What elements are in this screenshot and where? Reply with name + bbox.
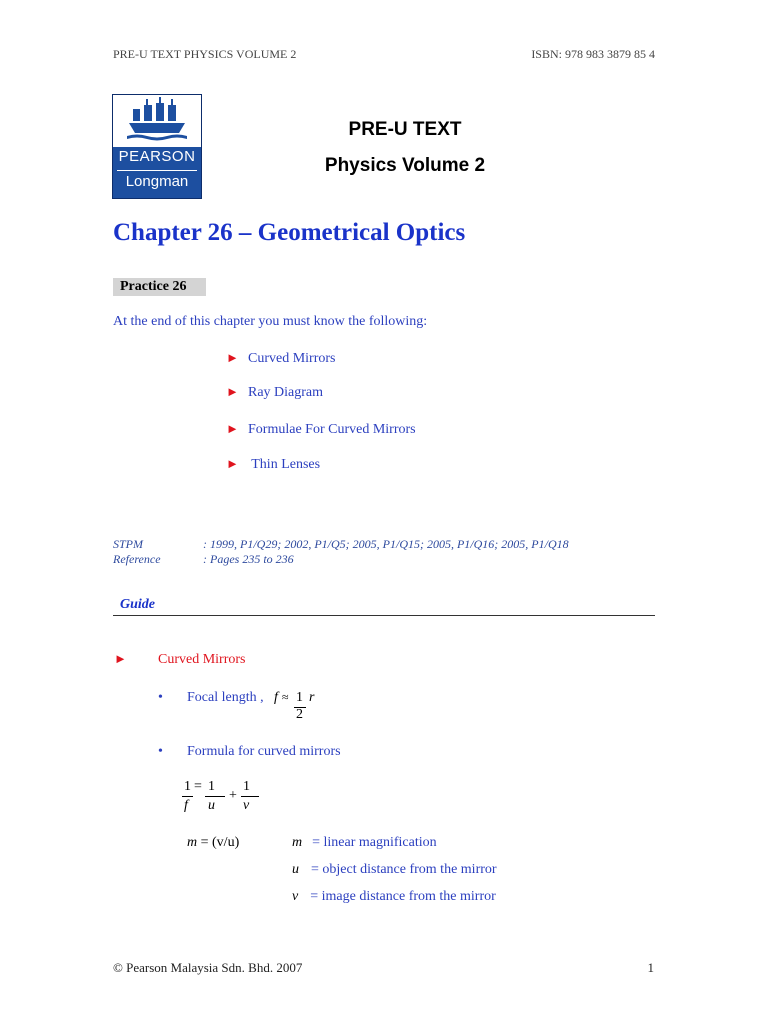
guide-divider (113, 615, 655, 616)
ship-icon (113, 95, 201, 145)
triangle-bullet-icon: ► (226, 350, 239, 365)
topic-item: ► Thin Lenses (226, 456, 321, 472)
magnification-formula: m = (v/u) (187, 835, 240, 850)
practice-label: Practice 26 (113, 278, 206, 296)
triangle-bullet-icon: ► (226, 456, 239, 471)
chapter-title: Chapter 26 – Geometrical Optics (113, 219, 466, 246)
book-subtitle: Physics Volume 2 (324, 155, 486, 176)
dot-bullet-icon: • (158, 744, 163, 759)
stpm-value: : 1999, P1/Q29; 2002, P1/Q5; 2005, P1/Q15; 2005, P1/Q16; 2005, P1/Q18 (203, 537, 569, 551)
dot-bullet-icon: • (158, 690, 163, 705)
definition-row: u = object distance from the mirror (292, 862, 497, 877)
reference-value: : Pages 235 to 236 (203, 552, 294, 566)
definition-row: v = image distance from the mirror (292, 889, 496, 904)
reference-label: Reference (113, 552, 161, 566)
topic-item: ► Ray Diagram (226, 384, 324, 400)
topic-item: ► Curved Mirrors (226, 350, 336, 366)
running-header-isbn: ISBN: 978 983 3879 85 4 (531, 47, 655, 61)
logo-longman-text: Longman (125, 173, 189, 190)
logo-pearson-text: PEARSON (118, 148, 196, 165)
triangle-bullet-icon: ► (226, 421, 239, 436)
triangle-bullet-icon: ► (114, 651, 127, 666)
page-number: 1 (647, 960, 654, 975)
footer-copyright: © Pearson Malaysia Sdn. Bhd. 2007 (113, 960, 303, 975)
guide-heading: Guide (120, 597, 155, 612)
focal-length-equation: f ≈ 1 2 r (274, 690, 315, 722)
mirror-formula: 1 f = 1 u + 1 v (180, 778, 280, 820)
book-title: PRE-U TEXT (348, 119, 462, 140)
section-curved-mirrors: Curved Mirrors (158, 652, 246, 667)
publisher-logo (112, 94, 202, 199)
definition-row: m = linear magnification (292, 835, 437, 850)
topic-item: ► Formulae For Curved Mirrors (226, 421, 416, 437)
running-header-title: PRE-U TEXT PHYSICS VOLUME 2 (113, 47, 297, 61)
triangle-bullet-icon: ► (226, 384, 239, 399)
intro-text: At the end of this chapter you must know the following: (113, 314, 428, 329)
stpm-label: STPM (113, 537, 143, 551)
focal-length-label: Focal length , (187, 690, 264, 705)
formula-label: Formula for curved mirrors (187, 744, 341, 759)
